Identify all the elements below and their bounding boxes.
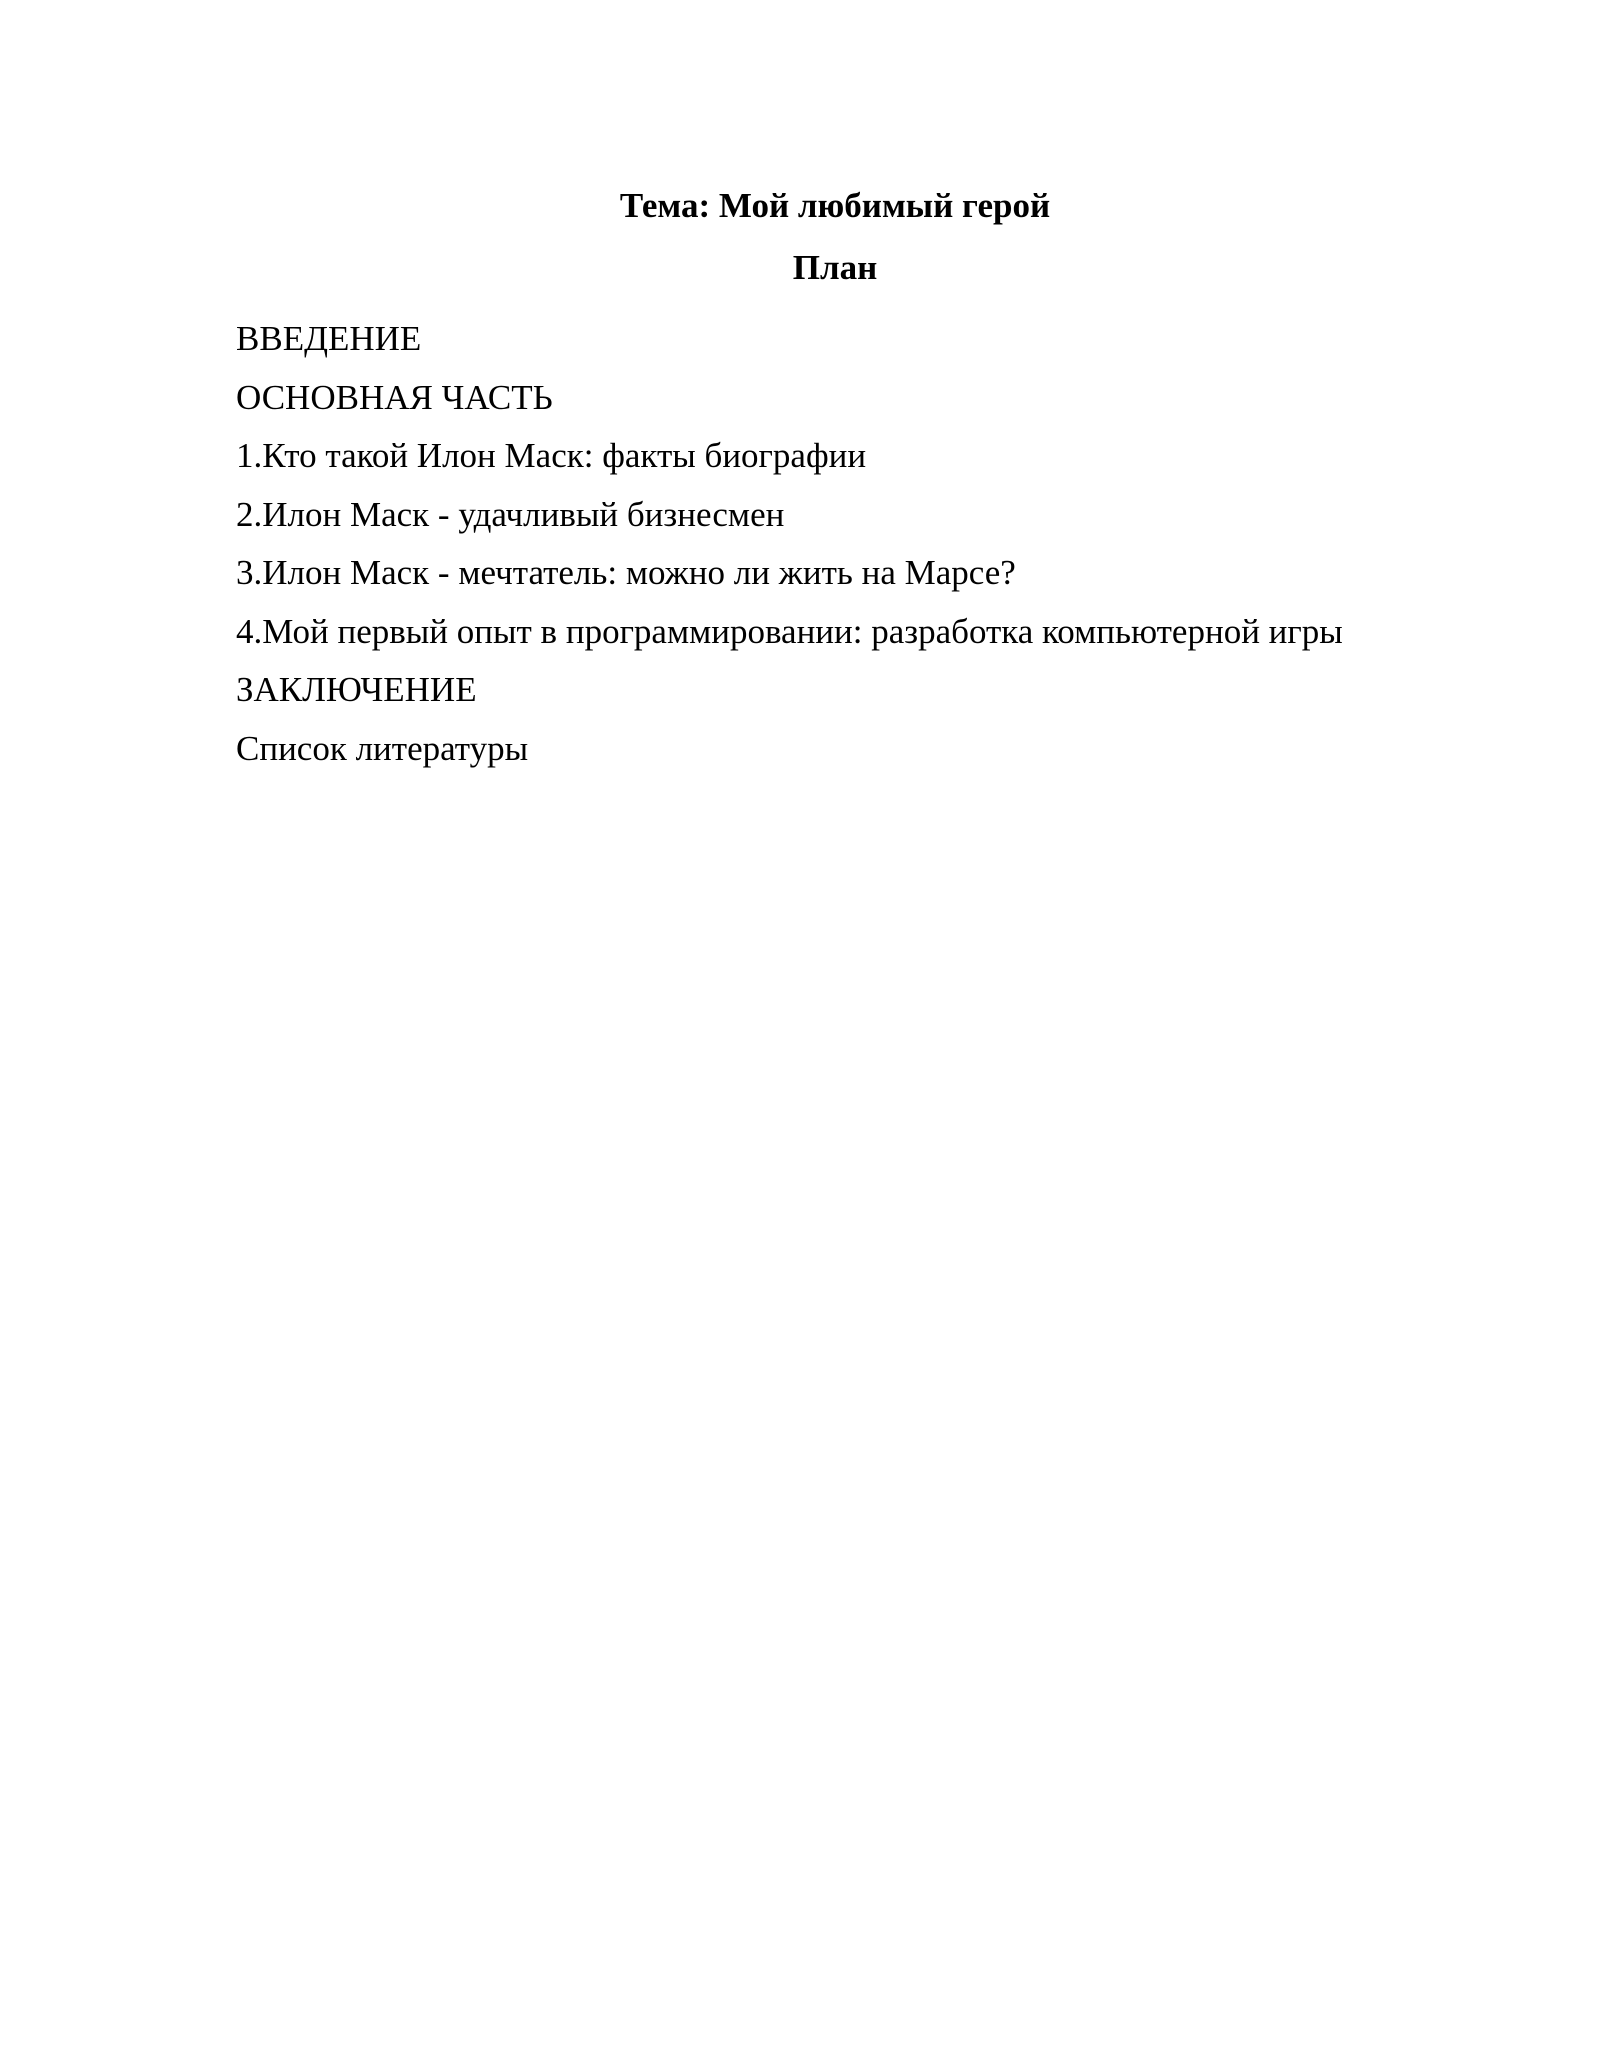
plan-item-introduction: ВВЕДЕНИЕ bbox=[236, 319, 422, 358]
plan-item-1: 1.Кто такой Илон Маск: факты биографии bbox=[236, 436, 867, 475]
plan-list bbox=[236, 310, 1343, 778]
plan-heading: План bbox=[792, 248, 878, 287]
plan-item-4: 4.Мой первый опыт в программировании: разработка компьютерной игры bbox=[236, 611, 1343, 651]
plan-item-main-part: ОСНОВНАЯ ЧАСТЬ bbox=[236, 377, 553, 417]
plan-item-3: 3.Илон Маск - мечтатель: можно ли жить на Марсе? bbox=[236, 553, 1016, 592]
plan-item-conclusion: ЗАКЛЮЧЕНИЕ bbox=[236, 670, 477, 709]
document-title: Тема: Мой любимый герой bbox=[619, 186, 1051, 225]
plan-item-2: 2.Илон Маск - удачливый бизнесмен bbox=[236, 494, 785, 534]
plan-item-references: Список литературы bbox=[236, 728, 529, 768]
